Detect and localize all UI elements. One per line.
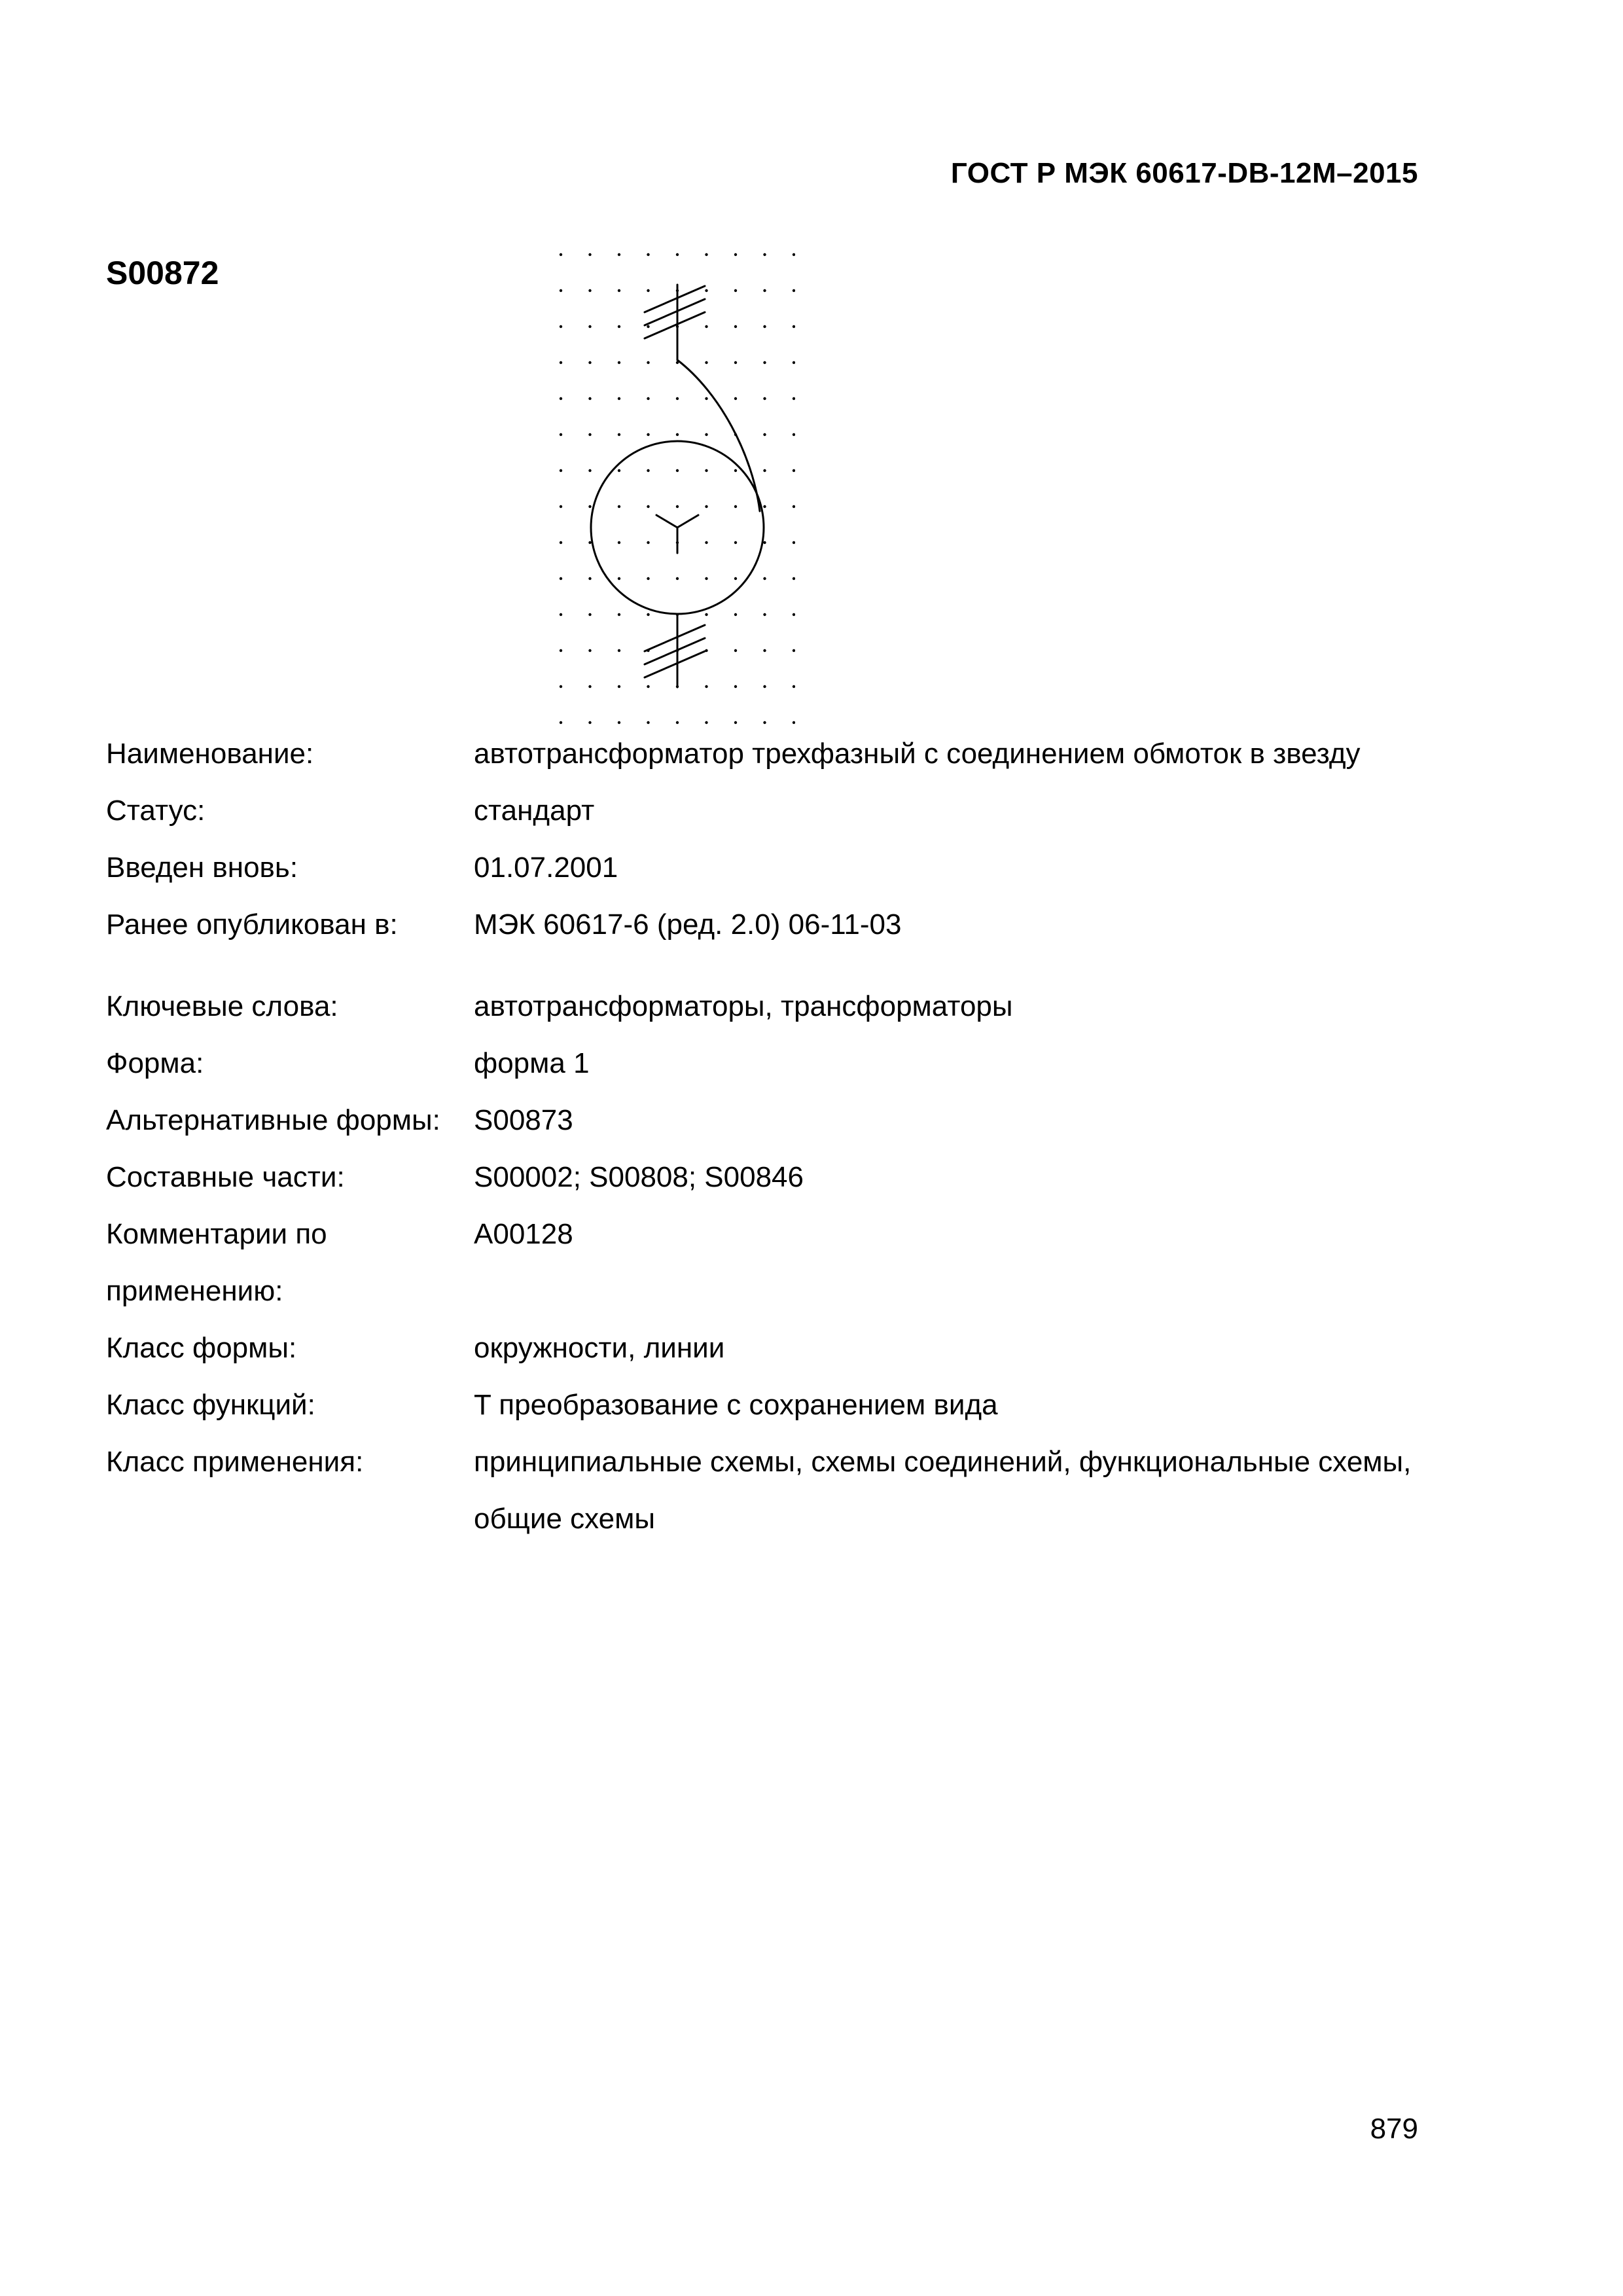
grid-dot — [618, 685, 620, 688]
grid-dot — [763, 325, 766, 328]
grid-dot — [588, 721, 591, 724]
grid-dot — [560, 289, 562, 292]
grid-dot — [676, 469, 679, 472]
grid-dot — [676, 577, 679, 580]
grid-dot — [588, 325, 591, 328]
grid-dot — [618, 577, 620, 580]
prop-row-keywords — [106, 978, 1448, 1035]
grid-dot — [560, 577, 562, 580]
grid-dot — [734, 505, 737, 508]
bottom-phase-stroke-2 — [645, 638, 705, 664]
grid-dot — [588, 361, 591, 364]
grid-dot — [647, 469, 649, 472]
grid-dot — [676, 505, 679, 508]
grid-dot — [763, 469, 766, 472]
prop-label: Введен вновь: — [106, 852, 298, 884]
grid-dot — [705, 685, 707, 688]
symbol-code: S00872 — [106, 255, 219, 291]
prop-label: Комментарии по применению: — [106, 1218, 327, 1307]
grid-dot — [560, 721, 562, 724]
grid-dot — [560, 613, 562, 616]
grid-dot — [734, 613, 737, 616]
grid-dot — [734, 253, 737, 256]
grid-dot — [588, 397, 591, 400]
grid-dot — [647, 577, 649, 580]
grid-dot — [647, 361, 649, 364]
grid-dot — [588, 577, 591, 580]
grid-dot — [560, 469, 562, 472]
grid-dot — [588, 505, 591, 508]
grid-dot — [763, 253, 766, 256]
grid-dot — [560, 433, 562, 436]
symbol-drawing — [591, 285, 764, 687]
grid-dot — [618, 721, 620, 724]
prop-label: Ключевые слова: — [106, 990, 338, 1022]
prop-row-shape-class — [106, 1319, 1448, 1376]
prop-value: окружности, линии — [474, 1332, 725, 1364]
prop-value: автотрансформаторы, трансформаторы — [474, 990, 1013, 1022]
prop-row-function-class — [106, 1376, 1448, 1433]
grid-dot — [793, 397, 795, 400]
grid-dot — [705, 325, 707, 328]
grid-dot — [647, 325, 649, 328]
prop-row-components — [106, 1149, 1448, 1206]
prop-label: Форма: — [106, 1047, 204, 1079]
prop-value: S00873 — [474, 1104, 573, 1136]
grid-dot — [560, 325, 562, 328]
grid-dot — [618, 505, 620, 508]
grid-dot — [618, 613, 620, 616]
prop-value: автотрансформатор трехфазный с соединением обмоток в звезду — [474, 738, 1361, 770]
grid-dot — [676, 253, 679, 256]
grid-dot — [763, 649, 766, 652]
grid-dot — [588, 613, 591, 616]
grid-dot — [647, 253, 649, 256]
grid-dot — [793, 649, 795, 652]
prop-value: T преобразование с сохранением вида — [474, 1389, 998, 1421]
prop-row-alternative-forms — [106, 1092, 1448, 1149]
grid-dot — [705, 721, 707, 724]
prop-label: Составные части: — [106, 1161, 345, 1193]
grid-dot — [647, 397, 649, 400]
grid-dot — [734, 577, 737, 580]
grid-dot — [676, 433, 679, 436]
prop-value: форма 1 — [474, 1047, 590, 1079]
grid-dot — [793, 541, 795, 544]
grid-dot — [618, 541, 620, 544]
grid-dot — [618, 469, 620, 472]
prop-label: Альтернативные формы: — [106, 1104, 440, 1136]
grid-dot — [647, 685, 649, 688]
grid-dot — [588, 433, 591, 436]
grid-dot — [763, 685, 766, 688]
grid-dot — [793, 721, 795, 724]
top-phase-stroke-2 — [645, 299, 705, 325]
grid-dot — [560, 505, 562, 508]
prop-row-previously-published — [106, 896, 1448, 953]
three-phase-autotransformer-star-icon — [546, 245, 795, 726]
grid-dot — [618, 325, 620, 328]
prop-value: S00002; S00808; S00846 — [474, 1161, 804, 1193]
grid-dot — [588, 253, 591, 256]
grid-dot — [734, 649, 737, 652]
grid-dot — [676, 721, 679, 724]
grid-dot — [763, 361, 766, 364]
grid-dot — [588, 685, 591, 688]
prop-label: Наименование: — [106, 738, 314, 770]
grid-dot — [793, 685, 795, 688]
top-phase-stroke-1 — [645, 286, 705, 312]
grid-dot — [734, 721, 737, 724]
grid-dot — [763, 505, 766, 508]
grid-dot — [705, 577, 707, 580]
grid-dot — [705, 397, 707, 400]
prop-value: стандарт — [474, 795, 595, 827]
grid-dot — [647, 613, 649, 616]
prop-row-name — [106, 725, 1448, 782]
prop-row-introduced — [106, 839, 1448, 896]
grid-dot — [793, 613, 795, 616]
grid-dot — [647, 505, 649, 508]
grid-dot — [618, 253, 620, 256]
grid-dot — [793, 325, 795, 328]
prop-label: Класс применения: — [106, 1446, 364, 1478]
grid-dot — [647, 541, 649, 544]
grid-dot — [763, 721, 766, 724]
prop-label: Ранее опубликован в: — [106, 908, 398, 941]
grid-dot — [763, 289, 766, 292]
prop-row-form — [106, 1035, 1448, 1092]
grid-dot — [618, 361, 620, 364]
grid-dot — [560, 685, 562, 688]
grid-dot — [734, 397, 737, 400]
bottom-phase-stroke-1 — [645, 625, 705, 651]
prop-row-status — [106, 782, 1448, 839]
grid-dot — [734, 289, 737, 292]
grid-dot — [793, 505, 795, 508]
grid-dot — [618, 433, 620, 436]
tap-curve — [677, 360, 760, 511]
top-phase-stroke-3 — [645, 312, 705, 338]
star-branch-left — [656, 515, 677, 528]
grid-dot — [734, 361, 737, 364]
grid-dot — [618, 649, 620, 652]
grid-dot — [705, 541, 707, 544]
prop-label: Класс формы: — [106, 1332, 297, 1364]
grid-dot — [734, 541, 737, 544]
prop-value: МЭК 60617-6 (ред. 2.0) 06-11-03 — [474, 908, 902, 941]
grid-dot — [588, 469, 591, 472]
grid-dot — [763, 397, 766, 400]
grid-dot — [705, 469, 707, 472]
properties-table — [106, 725, 1448, 1547]
grid-dot — [588, 541, 591, 544]
grid-dot — [705, 289, 707, 292]
grid-dot — [588, 649, 591, 652]
prop-label: Статус: — [106, 795, 205, 827]
grid-dot — [560, 397, 562, 400]
grid-dot — [560, 361, 562, 364]
grid-dot — [763, 613, 766, 616]
prop-row-application-class — [106, 1433, 1448, 1547]
grid-dot — [705, 613, 707, 616]
grid-dot — [734, 685, 737, 688]
star-branch-right — [677, 515, 698, 528]
grid-dot — [618, 289, 620, 292]
grid-dot — [647, 721, 649, 724]
grid-dot — [618, 397, 620, 400]
prop-row-application-notes — [106, 1206, 1448, 1319]
grid-dot — [560, 541, 562, 544]
grid-dot — [793, 289, 795, 292]
grid-dot — [793, 469, 795, 472]
prop-value: A00128 — [474, 1218, 573, 1250]
grid-dot — [793, 577, 795, 580]
prop-value: 01.07.2001 — [474, 852, 618, 884]
grid-dot — [705, 433, 707, 436]
grid-dot — [588, 289, 591, 292]
prop-label: Класс функций: — [106, 1389, 315, 1421]
prop-value: принципиальные схемы, схемы соединений, функциональные схемы, общие схемы — [474, 1446, 1427, 1535]
grid-dot — [763, 541, 766, 544]
grid-dot — [763, 577, 766, 580]
grid-dot — [560, 253, 562, 256]
grid-dot — [705, 253, 707, 256]
grid-dot — [763, 433, 766, 436]
page-number: 879 — [1370, 2113, 1418, 2145]
grid-dot — [647, 289, 649, 292]
grid-dot — [793, 361, 795, 364]
grid-dot — [676, 397, 679, 400]
grid-dot — [793, 433, 795, 436]
standard-header: ГОСТ Р МЭК 60617-DB-12M–2015 — [950, 157, 1418, 189]
grid-dot — [793, 253, 795, 256]
grid-dot — [734, 469, 737, 472]
grid-dot — [647, 433, 649, 436]
grid-dot — [705, 505, 707, 508]
grid-dot — [705, 361, 707, 364]
bottom-phase-stroke-3 — [645, 651, 705, 677]
grid-dot — [734, 325, 737, 328]
grid-dot — [560, 649, 562, 652]
